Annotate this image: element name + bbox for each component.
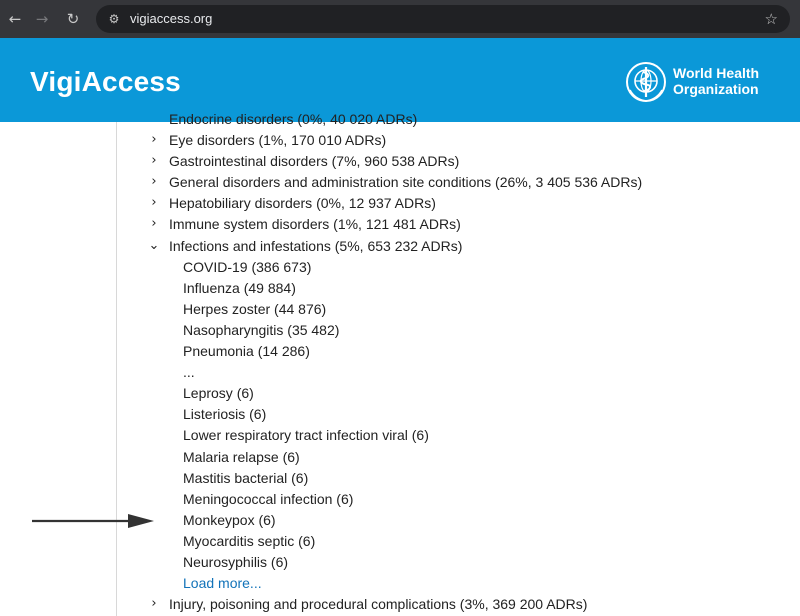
reaction-item[interactable]: COVID-19 (386 673)	[183, 258, 312, 275]
list-ellipsis: ...	[183, 364, 195, 381]
reaction-item[interactable]: Monkeypox (6)	[183, 511, 276, 528]
adr-tree	[116, 111, 800, 616]
reaction-item[interactable]: Malaria relapse (6)	[183, 448, 300, 465]
site-title[interactable]: VigiAccess	[30, 66, 181, 97]
category-row[interactable]	[148, 236, 463, 256]
category-label[interactable]: General disorders and administration site conditions (26%, 3 405 536 ADRs)	[169, 174, 643, 191]
reaction-item[interactable]: Lower respiratory tract infection viral (6)	[183, 427, 429, 444]
reaction-item[interactable]: Influenza (49 884)	[183, 279, 296, 296]
reaction-item[interactable]: Meningococcal infection (6)	[183, 490, 354, 507]
chevron-down-icon[interactable]: ⌄	[148, 237, 160, 253]
bookmark-star-icon[interactable]: ☆	[764, 10, 778, 28]
annotation-arrow-icon	[32, 512, 156, 530]
reaction-item[interactable]: Listeriosis (6)	[183, 406, 267, 423]
site-settings-icon[interactable]: ⚙	[108, 12, 120, 26]
who-wordmark	[673, 65, 759, 97]
category-label[interactable]: Injury, poisoning and procedural complications (3%, 369 200 ADRs)	[169, 596, 588, 613]
back-arrow-icon[interactable]: ←	[8, 10, 22, 28]
category-row[interactable]	[151, 130, 387, 150]
category-label[interactable]: Eye disorders (1%, 170 010 ADRs)	[169, 132, 387, 148]
category-row[interactable]	[151, 172, 643, 192]
category-label[interactable]: Infections and infestations (5%, 653 232 ADRs)	[169, 237, 463, 254]
who-emblem-icon	[624, 60, 668, 104]
reload-icon[interactable]: ↻	[66, 10, 80, 28]
who-wordmark-line2: Organization	[673, 81, 759, 97]
url-text[interactable]: vigiaccess.org	[130, 11, 213, 26]
category-row[interactable]	[151, 193, 436, 213]
reaction-item[interactable]: Leprosy (6)	[183, 385, 254, 402]
reaction-item[interactable]: Myocarditis septic (6)	[183, 532, 316, 549]
chevron-right-icon[interactable]: ›	[151, 216, 157, 232]
site-header	[0, 38, 800, 122]
address-bar[interactable]	[96, 5, 790, 33]
chevron-right-icon[interactable]: ›	[151, 174, 157, 190]
chevron-right-icon[interactable]: ›	[151, 195, 157, 211]
reaction-item[interactable]: Mastitis bacterial (6)	[183, 469, 309, 486]
load-more-link[interactable]: Load more...	[183, 575, 262, 592]
category-label[interactable]: Immune system disorders (1%, 121 481 ADRs)	[169, 216, 461, 233]
category-row[interactable]	[151, 151, 460, 171]
reaction-item[interactable]: Nasopharyngitis (35 482)	[183, 321, 340, 338]
chevron-right-icon[interactable]: ›	[151, 153, 157, 169]
browser-toolbar	[0, 0, 800, 38]
category-label[interactable]: Hepatobiliary disorders (0%, 12 937 ADRs)	[169, 195, 436, 212]
chevron-right-icon[interactable]: ›	[151, 132, 157, 147]
who-wordmark-line1: World Health	[673, 65, 760, 81]
category-row[interactable]	[151, 214, 461, 234]
chevron-right-icon[interactable]: ›	[151, 596, 157, 612]
category-row-clipped[interactable]: Endocrine disorders (0%, 40 020 ADRs)	[169, 111, 418, 127]
reaction-item[interactable]: Herpes zoster (44 876)	[183, 300, 327, 317]
category-label[interactable]: Gastrointestinal disorders (7%, 960 538 ADRs)	[169, 153, 460, 170]
reaction-item[interactable]: Neurosyphilis (6)	[183, 554, 289, 570]
forward-arrow-icon[interactable]: →	[35, 10, 49, 28]
category-row[interactable]	[151, 594, 588, 614]
reaction-item[interactable]: Pneumonia (14 286)	[183, 343, 310, 359]
